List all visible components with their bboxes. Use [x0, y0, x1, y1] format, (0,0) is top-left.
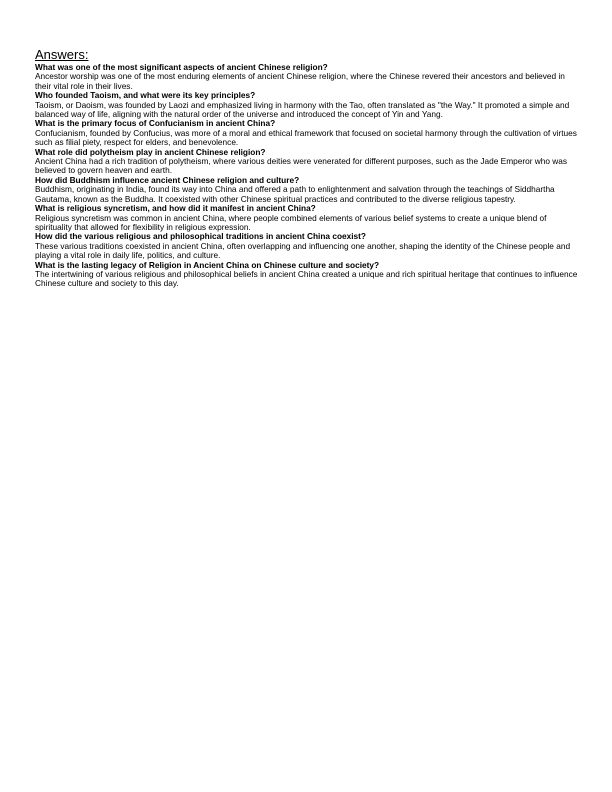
qa-item-2: [35, 91, 580, 119]
question-text: How did Buddhism influence ancient Chinese religion and culture?: [35, 174, 300, 185]
answer-text: Taoism, or Daoism, was founded by Laozi and emphasized living in harmony with the Tao, often translated as "the Way." It promoted a simple and balanced way of life, aligning with the natural order of the universe and introduced the concept of Yin and Yang.: [35, 99, 570, 120]
qa-item-6: [35, 204, 580, 232]
answers-heading: Answers:: [35, 47, 89, 62]
answer-text: Confucianism, founded by Confucius, was more of a moral and ethical framework that focused on societal harmony through the cultivation of virtues such as filial piety, respect for elders, and benevolence.: [35, 127, 577, 148]
question-text: What is the primary focus of Confucianism in ancient China?: [35, 118, 276, 129]
qa-item-4: [35, 148, 580, 176]
answer-text: Ancient China had a rich tradition of polytheism, where various deities were venerated for different purposes, such as the Jade Emperor who was believed to govern heaven and earth.: [35, 156, 568, 176]
question-text: What is religious syncretism, and how did it manifest in ancient China?: [35, 203, 316, 214]
answers-page: [35, 48, 580, 289]
qa-item-8: [35, 261, 580, 289]
qa-item-1: [35, 63, 580, 91]
qa-item-3: [35, 119, 580, 147]
answer-text: The intertwining of various religious and philosophical beliefs in ancient China created a unique and rich spiritual heritage that continues to influence Chinese culture and society to this day.: [35, 268, 578, 289]
question-text: How did the various religious and philosophical traditions in ancient China coexist?: [35, 231, 366, 242]
answer-text: These various traditions coexisted in ancient China, often overlapping and influencing one another, shaping the identity of the Chinese people and playing a vital role in daily life, politics, and culture.: [35, 240, 571, 261]
question-text: What was one of the most significant aspects of ancient Chinese religion?: [35, 62, 328, 72]
answer-text: Buddhism, originating in India, found its way into China and offered a path to enlightenment and salvation through the teachings of Siddhartha Gautama, known as the Buddha. It coexisted with other Chinese spiritual practices and contributed to the diverse religious tapestry.: [35, 184, 555, 204]
qa-item-7: [35, 232, 580, 260]
question-text: What is the lasting legacy of Religion in Ancient China on Chinese culture and society?: [35, 259, 380, 270]
question-text: Who founded Taoism, and what were its key principles?: [35, 90, 256, 101]
answer-text: Religious syncretism was common in ancient China, where people combined elements of various belief systems to create a unique blend of spirituality that allowed for flexibility in religious expression.: [35, 212, 547, 232]
qa-item-5: [35, 176, 580, 204]
question-text: What role did polytheism play in ancient Chinese religion?: [35, 146, 266, 157]
answer-text: Ancestor worship was one of the most enduring elements of ancient Chinese religion, where the Chinese revered their ancestors and believed in their vital role in their lives.: [35, 71, 565, 91]
